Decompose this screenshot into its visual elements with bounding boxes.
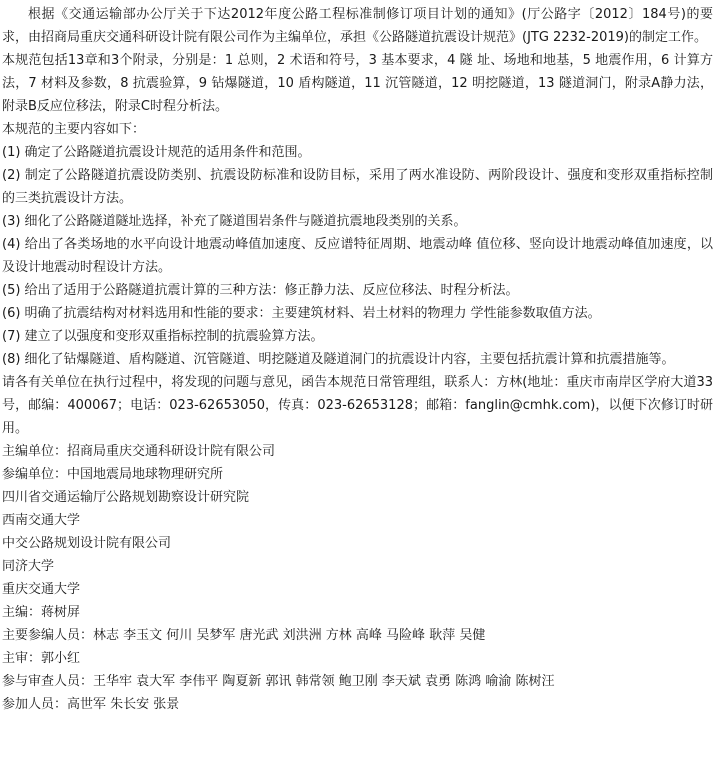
content-item-5: (5) 给出了适用于公路隧道抗震计算的三种方法：修正静力法、反应位移法、时程分析法。 — [2, 283, 519, 298]
feedback-paragraph: 请各有关单位在执行过程中，将发现的问题与意见，函告本规范日常管理组，联系人：方林(地址：重庆市南岸区学府大道33号，邮编：400067；电话：023-62653050，传真：023-62653128；邮箱：fanglin@cmhk.com)，以便下次修订时研用。 — [2, 375, 713, 436]
chief-reviewer: 主审：郭小红 — [2, 651, 81, 666]
intro-paragraph: 根据《交通运输部办公厅关于下达2012年度公路工程标准制修订项目计划的通知》(厅公路字〔2012〕184号)的要求，由招商局重庆交通科研设计院有限公司作为主编单位，承担《公路隧道抗震设计规范》(JTG 2232-2019)的制定工作。 — [2, 7, 713, 45]
participating-unit: 参编单位：中国地震局地球物理研究所 — [2, 467, 224, 482]
participating-unit: 重庆交通大学 — [2, 582, 81, 597]
chief-editor-unit: 主编单位：招商局重庆交通科研设计院有限公司 — [2, 444, 276, 459]
content-item-1: (1) 确定了公路隧道抗震设计规范的适用条件和范围。 — [2, 145, 311, 160]
participating-unit: 四川省交通运输厅公路规划勘察设计研究院 — [2, 490, 250, 505]
content-item-3: (3) 细化了公路隧道隧址选择，补充了隧道围岩条件与隧道抗震地段类别的关系。 — [2, 214, 467, 229]
participating-unit: 中交公路规划设计院有限公司 — [2, 536, 172, 551]
content-item-7: (7) 建立了以强度和变形双重指标控制的抗震验算方法。 — [2, 329, 324, 344]
participants: 参加人员：高世军 朱长安 张景 — [2, 697, 180, 712]
participating-unit: 同济大学 — [2, 559, 55, 574]
content-item-6: (6) 明确了抗震结构对材料选用和性能的要求：主要建筑材料、岩土材料的物理力 学性能参数取值方法。 — [2, 306, 601, 321]
participating-unit: 西南交通大学 — [2, 513, 81, 528]
content-item-4: (4) 给出了各类场地的水平向设计地震动峰值加速度、反应谱特征周期、地震动峰 值位移、竖向设计地震动峰值加速度，以及设计地震动时程设计方法。 — [2, 237, 713, 275]
content-item-2: (2) 制定了公路隧道抗震设防类别、抗震设防标准和设防目标，采用了两水准设防、两阶段设计、强度和变形双重指标控制的三类抗震设计方法。 — [2, 168, 713, 206]
content-item-8: (8) 细化了钻爆隧道、盾构隧道、沉管隧道、明挖隧道及隧道洞门的抗震设计内容，主要包括抗震计算和抗震措施等。 — [2, 352, 675, 367]
main-editors: 主要参编人员：林志 李玉文 何川 吴梦军 唐光武 刘洪洲 方林 高峰 马险峰 耿萍 吴健 — [2, 628, 486, 643]
chief-editor: 主编：蒋树屏 — [2, 605, 81, 620]
reviewers: 参与审查人员：王华牢 袁大军 李伟平 陶夏新 郭讯 韩常领 鲍卫刚 李天斌 袁勇 陈鸿 喻渝 陈树汪 — [2, 674, 555, 689]
chapters-paragraph: 本规范包括13章和3个附录，分别是：1 总则，2 术语和符号，3 基本要求，4 隧 址、场地和地基，5 地震作用，6 计算方法，7 材料及参数，8 抗震验算，9 钻爆隧道，10 盾构隧道，11 沉管隧道，12 明挖隧道，13 隧道洞门，附录A静力法，附录B反应位移法，附录C时程分析法。 — [2, 53, 713, 114]
contents-heading: 本规范的主要内容如下： — [2, 122, 146, 137]
